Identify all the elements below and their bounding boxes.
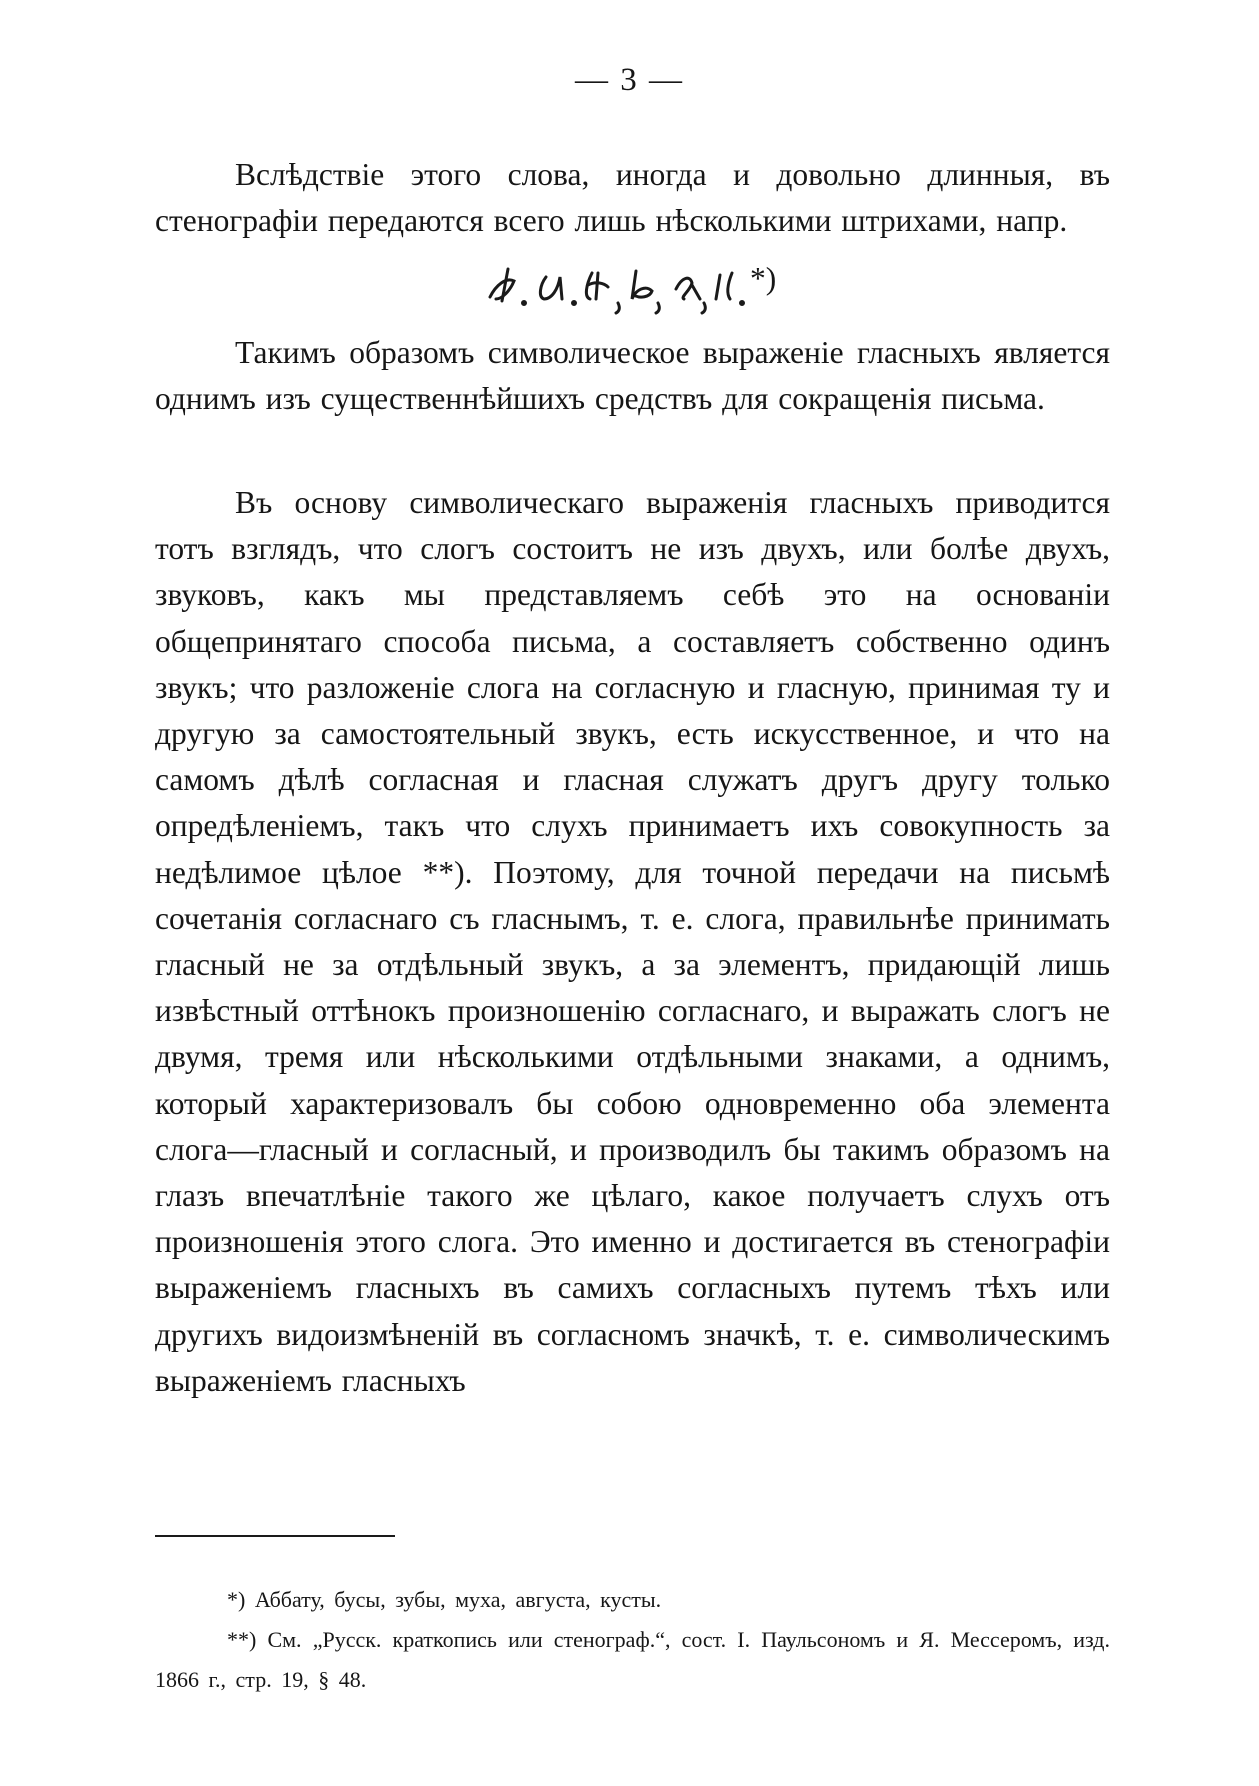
shorthand-strokes-icon — [480, 255, 840, 325]
paragraph-1: Вслѣдствіе этого слова, иногда и довольно длинныя, въ стенографіи передаются всего лишь нѣсколькими штрихами, напр. — [155, 157, 1110, 239]
footnote-divider — [155, 1535, 395, 1537]
paragraph-3: Въ основу символическаго выраженія гласныхъ приводится тотъ взглядъ, что слогъ состоитъ не изъ двухъ, или болѣе двухъ, звуковъ, какъ мы представляемъ себѣ это на основаніи общепринятаго способа письма, а составляетъ собственно одинъ звукъ; что разложеніе слога на согласную и гласную, принимая ту и другую за самостоятельный звукъ, есть искусственное, и что на самомъ дѣлѣ согласная и гласная служатъ другъ другу только опредѣленіемъ, такъ что слухъ принимаетъ ихъ совокупность за недѣлимое цѣлое **). Поэтому, для точной передачи на письмѣ сочетанія согласнаго съ гласнымъ, т. е. слога, правильнѣе принимать гласный не за отдѣльный звукъ, а за элементъ, придающій лишь извѣстный оттѣнокъ произношенію согласнаго, и выражать слогъ не двумя, тремя или нѣсколькими отдѣльными знаками, а однимъ, который характеризовалъ бы собою одновременно оба элемента слога—гласный и согласный, и производилъ бы такимъ образомъ на глазъ впечатлѣніе такого же цѣлаго, какое получаетъ слухъ отъ произношенія этого слога. Это именно и достигается въ стенографіи выраженіемъ гласныхъ въ самихъ согласныхъ путемъ тѣхъ или другихъ видоизмѣненій въ согласномъ значкѣ, т. е. символическимъ выраженіемъ гласныхъ — [155, 485, 1110, 1398]
shorthand-example — [480, 255, 840, 325]
footnote-2: **) См. „Русск. краткопись или стенограф.“, сост. І. Паульсономъ и Я. Мессеромъ, изд. 1866 г., стр. 19, § 48. — [155, 1627, 1110, 1692]
footnotes — [155, 1580, 1110, 1700]
paragraph-2: Такимъ образомъ символическое выраженіе гласныхъ является однимъ изъ существеннѣйшихъ средствъ для сокращенія письма. — [155, 335, 1110, 417]
shorthand-footnote-marker: *) — [750, 261, 777, 296]
page-number: — 3 — — [575, 62, 684, 98]
footnote-1: *) Аббату, бусы, зубы, муха, августа, кусты. — [227, 1587, 662, 1612]
